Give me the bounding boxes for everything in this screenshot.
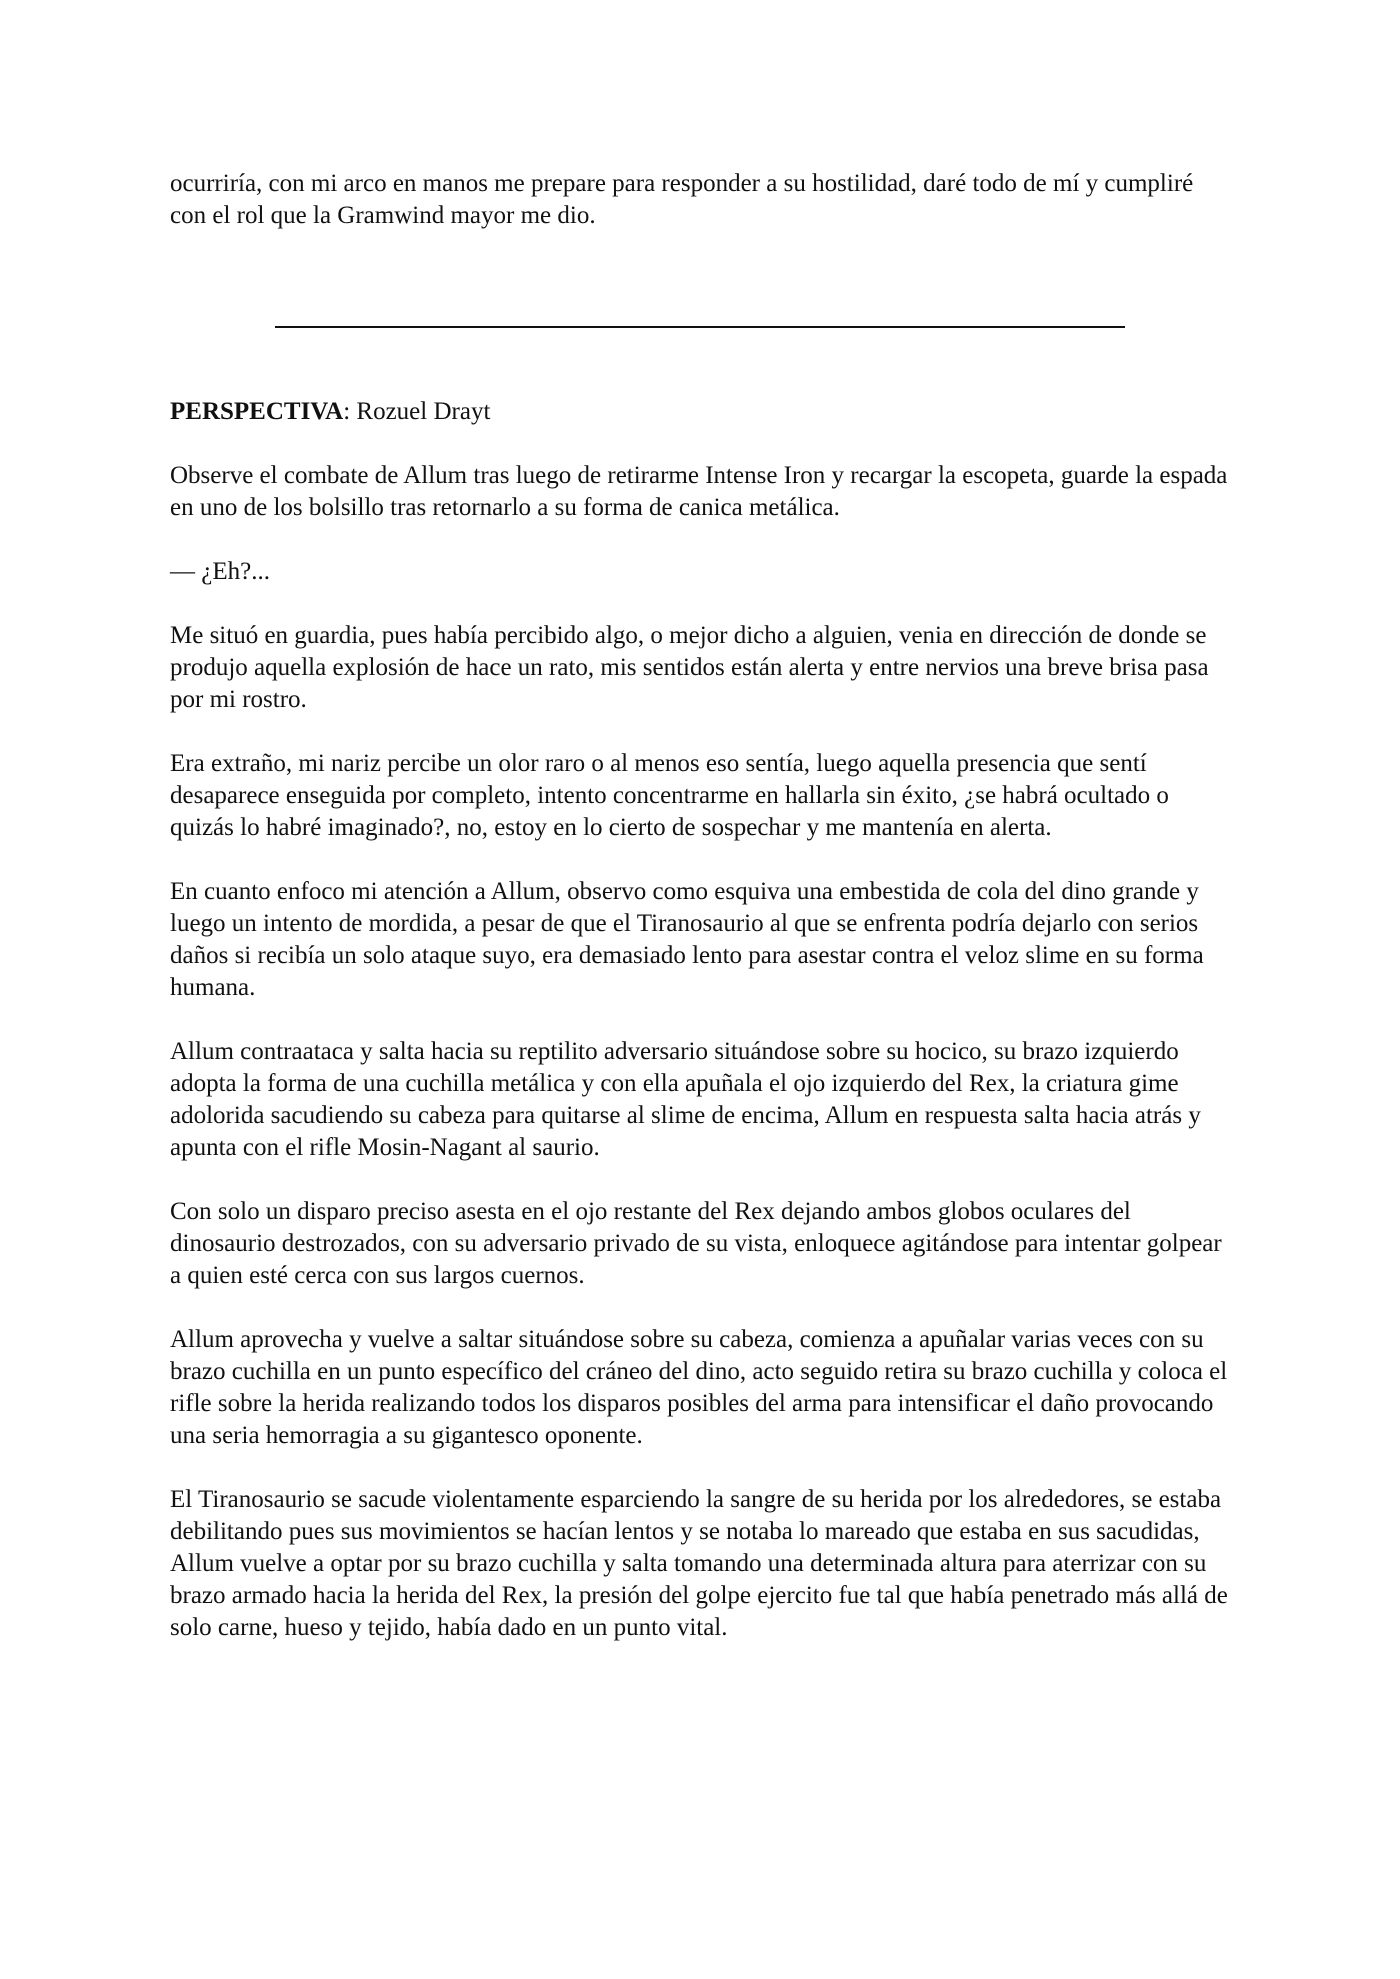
- paragraph: Con solo un disparo preciso asesta en el ojo restante del Rex dejando ambos globos oculares del dinosaurio destrozados, con su adversario privado de su vista, enloquece agitándose para intentar golpear a quien esté cerca con sus largos cuernos.: [170, 1198, 1222, 1289]
- perspective-label: PERSPECTIVA: [170, 398, 344, 425]
- paragraph: Observe el combate de Allum tras luego de retirarme Intense Iron y recargar la escopeta, guarde la espada en uno de los bolsillo tras retornarlo a su forma de canica metálica.: [170, 462, 1228, 521]
- paragraph: Era extraño, mi nariz percibe un olor raro o al menos eso sentía, luego aquella presencia que sentí desaparece enseguida por completo, intento concentrarme en hallarla sin éxito, ¿se habrá ocultado o quizás lo habré imaginado?, no, estoy en lo cierto de sospechar y me mantenía en alerta.: [170, 750, 1169, 841]
- perspective-name: Rozuel Drayt: [356, 398, 491, 425]
- intro-text: [170, 168, 1232, 264]
- paragraph: Allum aprovecha y vuelve a saltar situándose sobre su cabeza, comienza a apuñalar varias veces con su brazo cuchilla en un punto específico del cráneo del dino, acto seguido retira su brazo cuchilla y coloca el rifle sobre la herida realizando todos los disparos posibles del arma para intensificar el daño provocando una seria hemorragia a su gigantesco oponente.: [170, 1326, 1228, 1449]
- main-text: [170, 396, 1232, 1676]
- perspective-separator: :: [343, 398, 357, 425]
- paragraph: — ¿Eh?...: [170, 558, 270, 585]
- section-divider: [275, 326, 1125, 328]
- perspective-heading: [170, 396, 1232, 428]
- paragraph: Allum contraataca y salta hacia su reptilito adversario situándose sobre su hocico, su brazo izquierdo adopta la forma de una cuchilla metálica y con ella apuñala el ojo izquierdo del Rex, la criatura gime adolorida sacudiendo su cabeza para quitarse al slime de encima, Allum en respuesta salta hacia atrás y apunta con el rifle Mosin-Nagant al saurio.: [170, 1038, 1201, 1161]
- paragraph: Me situó en guardia, pues había percibido algo, o mejor dicho a alguien, venia en dirección de donde se produjo aquella explosión de hace un rato, mis sentidos están alerta y entre nervios una breve brisa pasa por mi rostro.: [170, 622, 1209, 713]
- paragraph: En cuanto enfoco mi atención a Allum, observo como esquiva una embestida de cola del dino grande y luego un intento de mordida, a pesar de que el Tiranosaurio al que se enfrenta podría dejarlo con serios daños si recibía un solo ataque suyo, era demasiado lento para asestar contra el veloz slime en su forma humana.: [170, 878, 1204, 1001]
- paragraph: El Tiranosaurio se sacude violentamente esparciendo la sangre de su herida por los alrededores, se estaba debilitando pues sus movimientos se hacían lentos y se notaba lo mareado que estaba en sus sacudidas, Allum vuelve a optar por su brazo cuchilla y salta tomando una determinada altura para aterrizar con su brazo armado hacia la herida del Rex, la presión del golpe ejercito fue tal que había penetrado más allá de solo carne, hueso y tejido, había dado en un punto vital.: [170, 1486, 1228, 1641]
- intro-paragraph: ocurriría, con mi arco en manos me prepare para responder a su hostilidad, daré todo de mí y cumpliré con el rol que la Gramwind mayor me dio.: [170, 170, 1194, 229]
